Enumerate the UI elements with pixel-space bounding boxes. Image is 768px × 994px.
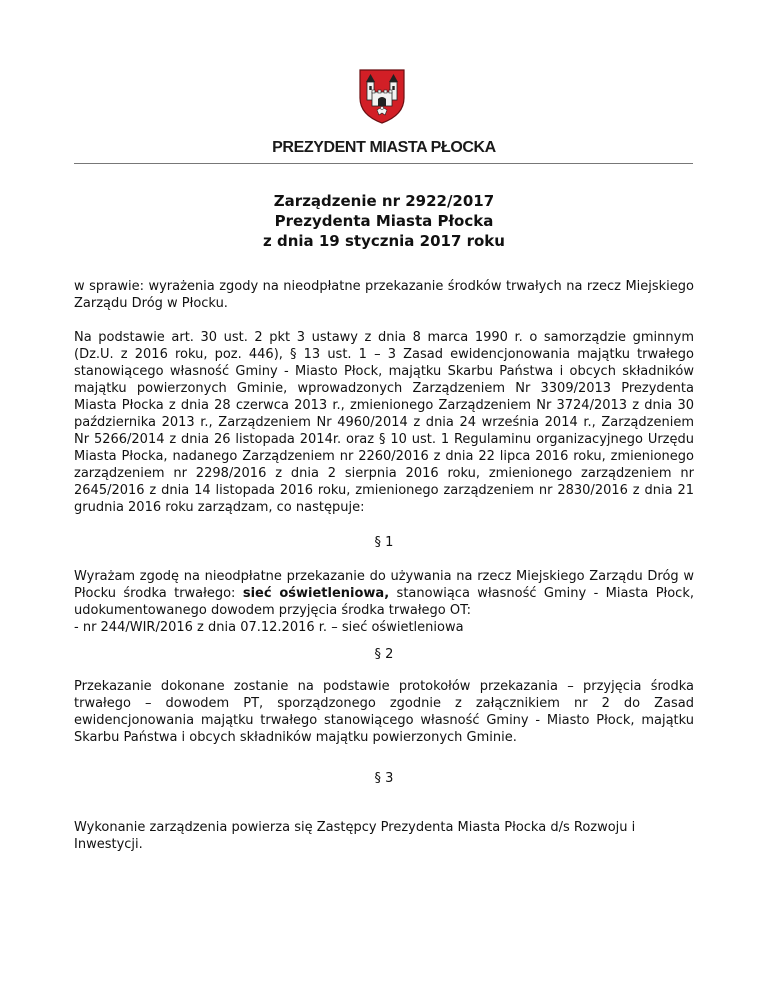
section-2-text: Przekazanie dokonane zostanie na podstawie protokołów przekazania – przyjęcia środka trwałego – dowodem PT, sporządzonego zgodnie z załącznikiem nr 2 do Zasad ewidencjonowania majątku trwałego stanowiącego własność Gminy - Miasto Płock, majątku Skarbu Państwa i obcych składników majątku powierzonych Gminie. — [74, 679, 694, 745]
subject-block — [74, 278, 694, 312]
section-1-item: - nr 244/WIR/2016 z dnia 07.12.2016 r. – sieć oświetleniowa — [74, 620, 464, 635]
title-line-1: Zarządzenie nr 2922/2017 — [273, 192, 495, 210]
section-1-block — [74, 568, 694, 636]
section-2-block — [74, 678, 694, 746]
section-1-text — [74, 568, 694, 619]
office-name: PREZYDENT MIASTA PŁOCKA — [272, 139, 496, 156]
header-divider — [74, 163, 693, 164]
section-1-mark: § 1 — [374, 535, 394, 550]
section-1-text-before: Wyrażam zgodę na nieodpłatne przekazanie do używania na rzecz Miejskiego Zarządu Dróg w Płocku środka trwałego: — [74, 569, 694, 601]
plock-coat-of-arms-icon — [358, 68, 406, 124]
section-3-mark: § 3 — [374, 771, 394, 786]
legal-basis-block — [74, 329, 694, 516]
section-1-asset-name: sieć oświetleniowa, — [242, 586, 390, 601]
legal-basis-text: Na podstawie art. 30 ust. 2 pkt 3 ustawy z dnia 8 marca 1990 r. o samorządzie gminnym (Dz.U. z 2016 roku, poz. 446), § 13 ust. 1 – 3 Zasad ewidencjonowania majątku trwałego stanowiącego własność Gminy - Miasto Płock, majątku Skarbu Państwa i obcych składników majątku powierzonych Gminie, wprowadzonych Zarządzeniem Nr 3309/2013 Prezydenta Miasta Płocka z dnia 28 czerwca 2013 r., zmienionego Zarządzeniem Nr 3724/2013 z dnia 30 października 2013 r., Zarządzeniem Nr 4960/2014 z dnia 24 września 2014 r., Zarządzeniem Nr 5266/2014 z dnia 26 listopada 2014r. oraz § 10 ust. 1 Regulaminu organizacyjnego Urzędu Miasta Płocka, nadanego Zarządzeniem nr 2260/2016 z dnia 22 lipca 2016 roku, zmienionego zarządzeniem nr 2298/2016 z dnia 2 sierpnia 2016 roku, zmienionego zarządzeniem nr 2645/2016 z dnia 14 listopada 2016 roku, zmienionego zarządzeniem nr 2830/2016 z dnia 21 grudnia 2016 roku zarządzam, co następuje: — [74, 330, 694, 515]
section-2-mark: § 2 — [374, 647, 394, 662]
section-1-text-after: stanowiąca własność Gminy - Miasta Płock, udokumentowanego dowodem przyjęcia środka trwałego OT: — [74, 586, 694, 618]
section-3-text: Wykonanie zarządzenia powierza się Zastępcy Prezydenta Miasta Płocka d/s Rozwoju i Inwestycji. — [74, 820, 636, 852]
title-line-2: Prezydenta Miasta Płocka — [274, 212, 494, 230]
title-line-3: z dnia 19 stycznia 2017 roku — [263, 232, 505, 250]
section-3-block — [74, 819, 694, 853]
subject-text: w sprawie: wyrażenia zgody na nieodpłatne przekazanie środków trwałych na rzecz Miejskiego Zarządu Dróg w Płocku. — [74, 279, 694, 311]
document-title — [0, 191, 768, 251]
